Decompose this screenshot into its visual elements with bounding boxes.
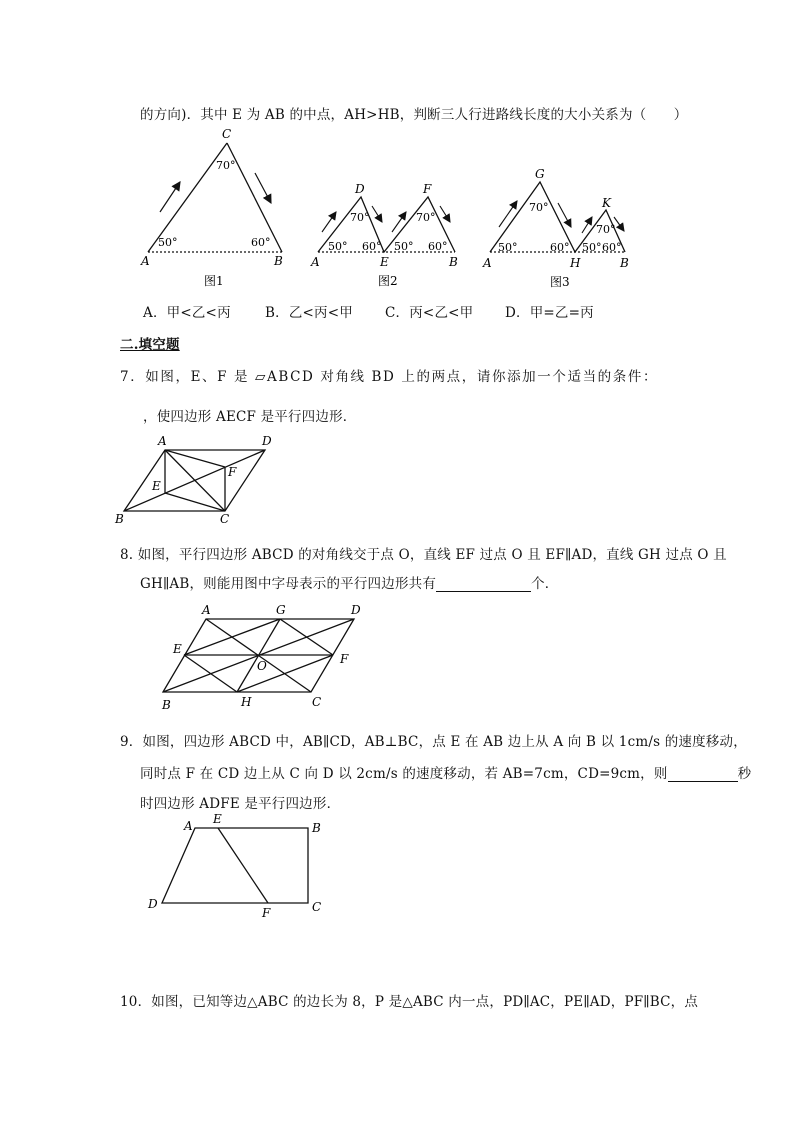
label-C: C [222, 127, 232, 141]
label-H: H [241, 695, 252, 709]
choice-b: B．乙<丙<甲 [265, 305, 353, 321]
label-D: D [351, 603, 361, 617]
label-A: A [483, 256, 492, 270]
figure-caption: 图2 [378, 274, 398, 288]
label-A: A [184, 819, 193, 833]
q6-text-line1: 的方向)．其中 E 为 AB 的中点，AH>HB，判断三人行进路线长度的大小关系为（ ） [140, 107, 688, 123]
q10-text-line1: 10．如图，已知等边△ABC 的边长为 8，P 是△ABC 内一点，PD∥AC，PE∥AD，PF∥BC，点 [120, 994, 699, 1010]
q8-text-line2 [140, 572, 558, 592]
q8-figure [156, 600, 371, 715]
choice-c: C．丙<乙<甲 [385, 305, 474, 321]
label-F: F [340, 652, 349, 666]
label-F: F [262, 906, 271, 920]
label-F: F [423, 182, 432, 196]
angle-60: 60° [362, 240, 382, 253]
q8-text-pre: GH∥AB，则能用图中字母表示的平行四边形共有 [140, 576, 437, 592]
label-E: E [152, 479, 161, 493]
label-C: C [312, 900, 322, 914]
label-H: H [570, 256, 581, 270]
label-B: B [162, 698, 171, 712]
angle-50: 50° [158, 236, 178, 249]
choice-a: A．甲<乙<丙 [143, 305, 231, 321]
angle-70: 70° [529, 201, 549, 214]
label-G: G [276, 603, 286, 617]
q9-text-line2 [140, 762, 751, 782]
q9-text-line1: 9．如图，四边形 ABCD 中，AB∥CD，AB⊥BC，点 E 在 AB 边上从 A 向 B 以 1cm/s 的速度移动， [120, 734, 747, 750]
label-A: A [311, 255, 320, 269]
angle-60: 60° [602, 241, 622, 254]
label-G: G [535, 167, 545, 181]
label-A: A [202, 603, 211, 617]
q6-figure-1 [138, 125, 298, 295]
q9-text-line3: 时四边形 ADFE 是平行四边形． [140, 796, 341, 812]
label-B: B [620, 256, 629, 270]
label-B: B [449, 255, 458, 269]
label-D: D [355, 182, 365, 196]
label-K: K [602, 196, 611, 210]
label-B: B [115, 512, 124, 526]
q9-text-post: 秒 [737, 766, 752, 782]
angle-50: 50° [394, 240, 414, 253]
label-O: O [257, 659, 267, 673]
q8-text-post: 个． [531, 576, 559, 592]
figure-caption: 图3 [550, 275, 570, 289]
q8-text-line1: 8. 如图，平行四边形 ABCD 的对角线交于点 O，直线 EF 过点 O 且 EF∥AD，直线 GH 过点 O 且 [120, 547, 727, 563]
q8-answer-blank[interactable] [436, 577, 531, 592]
angle-60: 60° [428, 240, 448, 253]
label-D: D [262, 434, 272, 448]
angle-70: 70° [416, 211, 436, 224]
angle-60: 60° [550, 241, 570, 254]
label-A: A [141, 254, 150, 268]
section-heading: 二.填空题 [120, 337, 180, 353]
figure-caption: 图1 [204, 274, 224, 288]
label-A: A [158, 434, 167, 448]
q7-text-line1: 7．如图，E、F 是 ▱ABCD 对角线 BD 上的两点，请你添加一个适当的条件： [120, 369, 659, 385]
angle-50: 50° [582, 241, 602, 254]
label-B: B [312, 821, 321, 835]
choice-d: D．甲=乙=丙 [505, 305, 594, 321]
q6-figure-3 [478, 165, 638, 295]
label-F: F [228, 465, 237, 479]
label-C: C [220, 512, 230, 526]
angle-70: 70° [216, 159, 236, 172]
label-B: B [274, 254, 283, 268]
q6-figure-2 [306, 180, 466, 295]
angle-70: 70° [596, 223, 616, 236]
angle-60: 60° [251, 236, 271, 249]
label-E: E [380, 255, 389, 269]
q9-answer-blank[interactable] [668, 767, 738, 782]
angle-70: 70° [350, 211, 370, 224]
angle-50: 50° [498, 241, 518, 254]
q9-text-pre: 同时点 F 在 CD 边上从 C 向 D 以 2cm/s 的速度移动，若 AB=7cm，CD=9cm，则 [140, 766, 668, 782]
label-C: C [312, 695, 322, 709]
angle-50: 50° [328, 240, 348, 253]
label-E: E [213, 812, 222, 826]
q7-text-line2: ，使四边形 AECF 是平行四边形． [143, 409, 357, 425]
label-D: D [148, 897, 158, 911]
q7-figure [112, 433, 292, 528]
label-E: E [173, 642, 182, 656]
q9-figure [142, 810, 342, 925]
